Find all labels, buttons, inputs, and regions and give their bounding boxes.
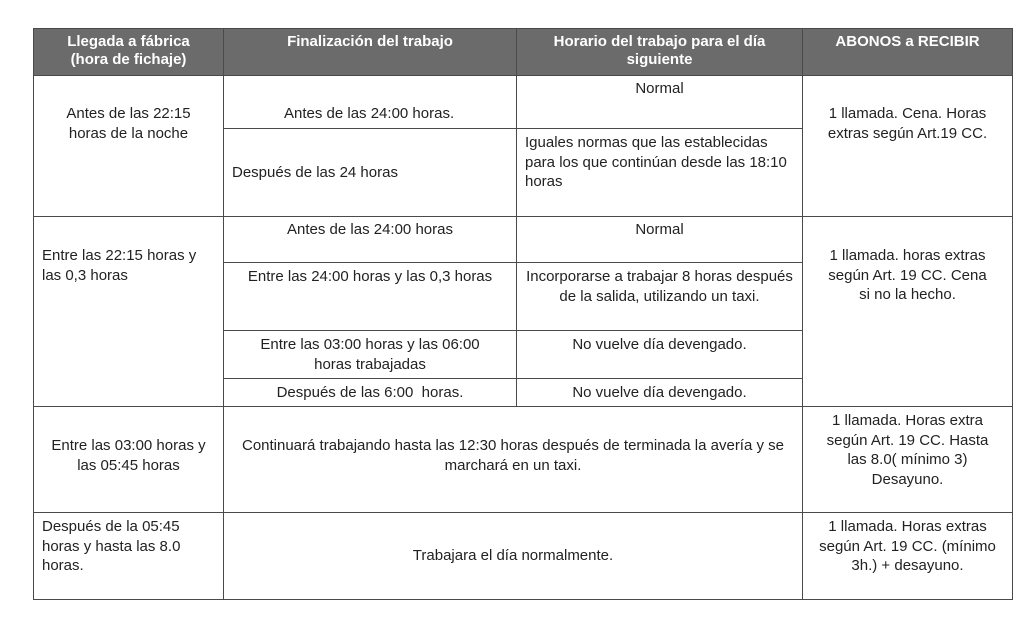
cell-fin: Antes de las 24:00 horas: [224, 217, 517, 263]
cell-fin: Entre las 03:00 horas y las 06:00 horas trabajadas: [224, 331, 517, 379]
cell-fin: Después de las 6:00 horas.: [224, 379, 517, 407]
cell-fin: Continuará trabajando hasta las 12:30 horas después de terminada la avería y se marchará en un taxi.: [224, 407, 803, 513]
table-row: [34, 76, 1013, 129]
cell-horario: No vuelve día devengado.: [517, 379, 803, 407]
cell-abonos: 1 llamada. Horas extra según Art. 19 CC. Hasta las 8.0( mínimo 3) Desayuno.: [803, 407, 1013, 513]
table-row: [34, 513, 1013, 600]
table-row: [34, 407, 1013, 513]
cell-fin: Después de las 24 horas: [224, 129, 517, 217]
header-llegada: Llegada a fábrica (hora de fichaje): [34, 29, 224, 76]
cell-horario: No vuelve día devengado.: [517, 331, 803, 379]
cell-abonos: 1 llamada. Horas extras según Art. 19 CC. (mínimo 3h.) + desayuno.: [803, 513, 1013, 600]
cell-abonos: 1 llamada. horas extras según Art. 19 CC. Cena si no la hecho.: [803, 217, 1013, 407]
schedule-table: [33, 28, 1013, 600]
cell-llegada: Antes de las 22:15 horas de la noche: [34, 76, 224, 217]
header-abonos: ABONOS a RECIBIR: [803, 29, 1013, 76]
cell-fin: Trabajara el día normalmente.: [224, 513, 803, 600]
table-row: [34, 217, 1013, 263]
cell-llegada: Entre las 22:15 horas y las 0,3 horas: [34, 217, 224, 407]
cell-horario: Iguales normas que las establecidas para los que continúan desde las 18:10 horas: [517, 129, 803, 217]
cell-horario: Incorporarse a trabajar 8 horas después de la salida, utilizando un taxi.: [517, 263, 803, 331]
cell-horario: Normal: [517, 217, 803, 263]
header-horario: Horario del trabajo para el día siguiente: [517, 29, 803, 76]
cell-abonos: 1 llamada. Cena. Horas extras según Art.19 CC.: [803, 76, 1013, 217]
header-finalizacion: Finalización del trabajo: [224, 29, 517, 76]
header-row: [34, 29, 1013, 76]
cell-horario: Normal: [517, 76, 803, 129]
cell-fin: Entre las 24:00 horas y las 0,3 horas: [224, 263, 517, 331]
cell-fin: Antes de las 24:00 horas.: [224, 76, 517, 129]
cell-llegada: Después de la 05:45 horas y hasta las 8.0 horas.: [34, 513, 224, 600]
cell-llegada: Entre las 03:00 horas y las 05:45 horas: [34, 407, 224, 513]
